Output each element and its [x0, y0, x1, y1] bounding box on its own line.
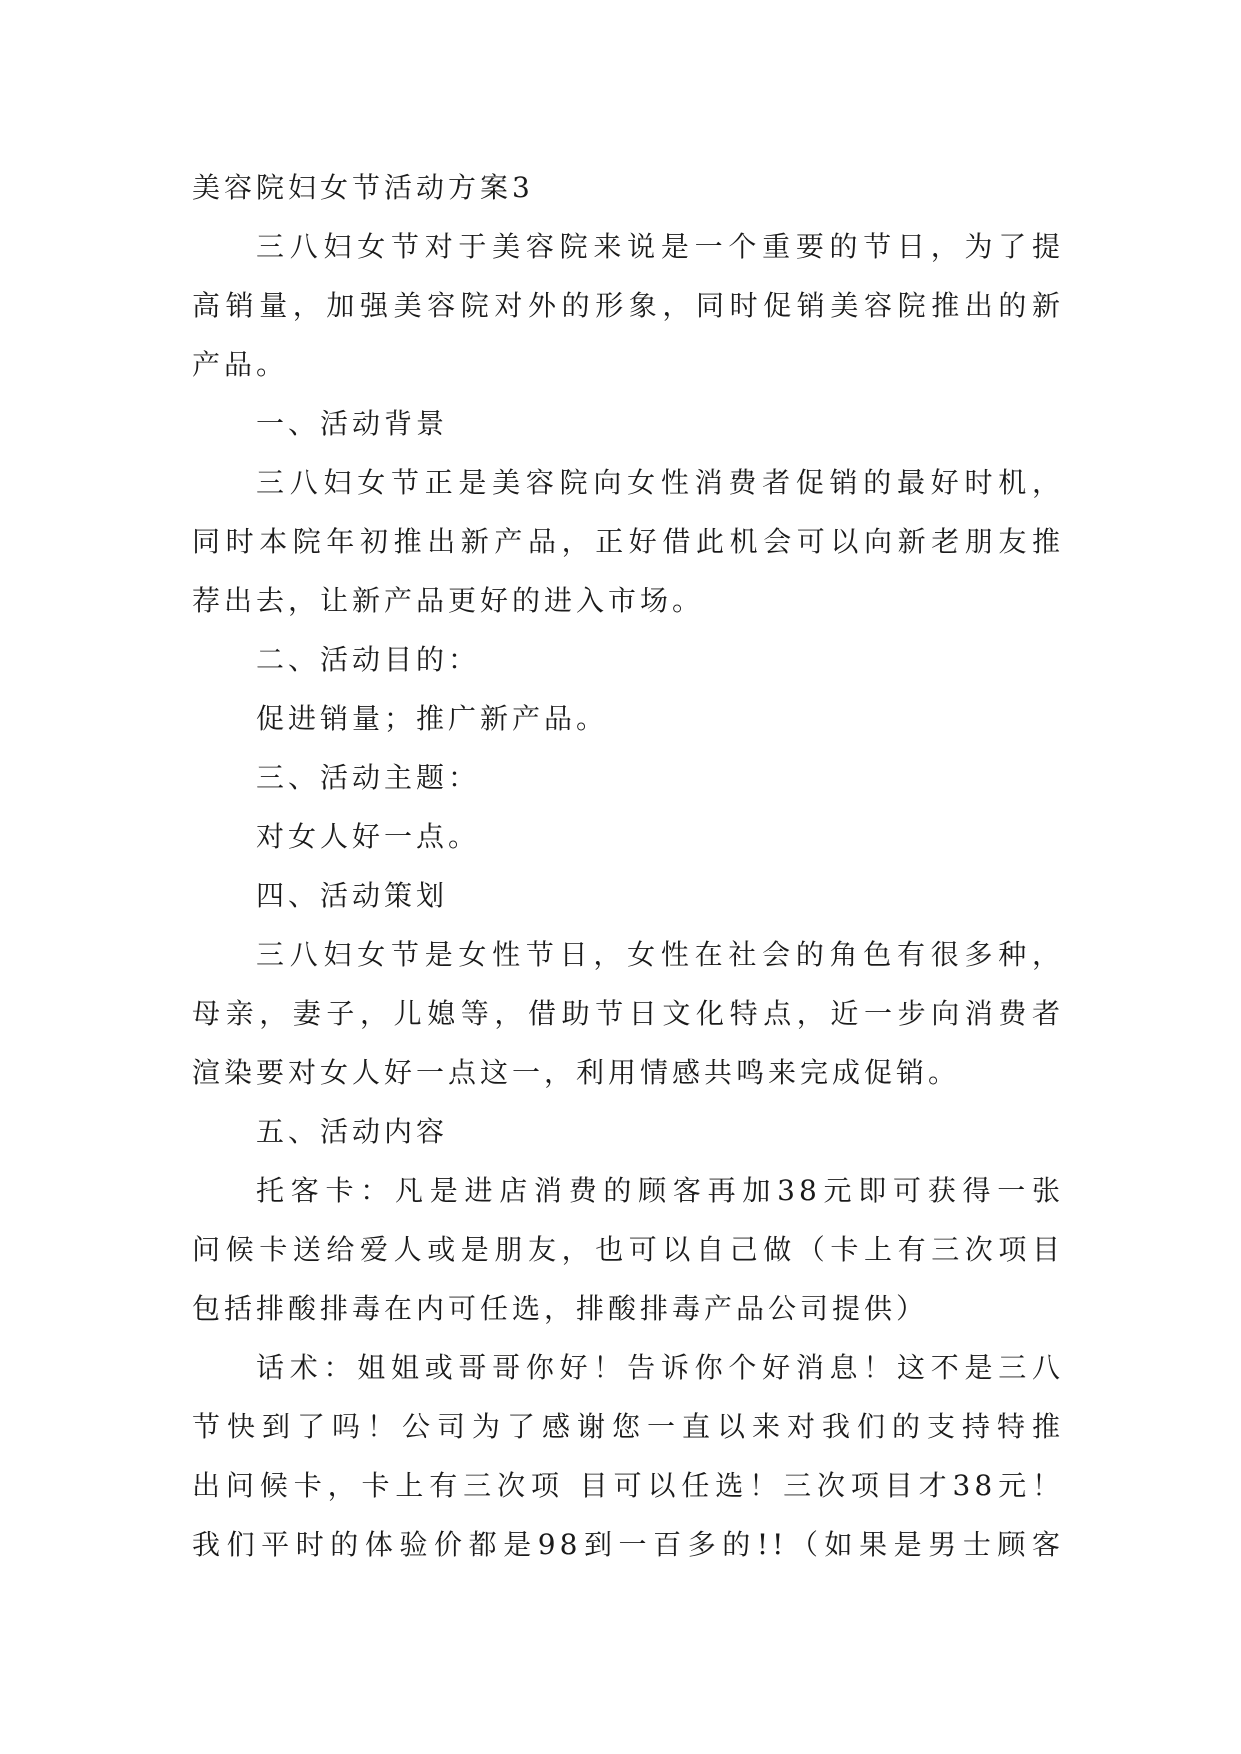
paragraph-line: 对女人好一点。	[256, 820, 481, 853]
paragraph-line: 出问候卡，卡上有三次项 目可以任选！三次项目才38元！	[192, 1469, 1064, 1502]
document-title: 美容院妇女节活动方案3	[192, 171, 534, 204]
paragraph-line: 话术：姐姐或哥哥你好！告诉你个好消息！这不是三八	[256, 1351, 1064, 1384]
paragraph-line: 三八妇女节是女性节日，女性在社会的角色有很多种，	[256, 938, 1064, 971]
paragraph-line: 三八妇女节对于美容院来说是一个重要的节日，为了提	[256, 230, 1064, 263]
paragraph-line: 我们平时的体验价都是98到一百多的!!（如果是男士顾客	[192, 1528, 1064, 1561]
section-heading: 五、活动内容	[256, 1115, 449, 1148]
paragraph-line: 产品。	[192, 348, 289, 381]
paragraph-line: 高销量，加强美容院对外的形象，同时促销美容院推出的新	[192, 289, 1064, 322]
paragraph-line: 渲染要对女人好一点这一，利用情感共鸣来完成促销。	[192, 1056, 961, 1089]
paragraph-line: 同时本院年初推出新产品，正好借此机会可以向新老朋友推	[192, 525, 1064, 558]
document-body	[192, 158, 1064, 1574]
section-heading: 二、活动目的：	[256, 643, 481, 676]
paragraph-line: 节快到了吗！公司为了感谢您一直以来对我们的支持特推	[192, 1410, 1064, 1443]
paragraph-line: 托客卡：凡是进店消费的顾客再加38元即可获得一张	[256, 1174, 1064, 1207]
paragraph-line: 包括排酸排毒在内可任选，排酸排毒产品公司提供）	[192, 1292, 929, 1325]
section-heading: 三、活动主题：	[256, 761, 481, 794]
section-heading: 一、活动背景	[256, 407, 449, 440]
paragraph-line: 三八妇女节正是美容院向女性消费者促销的最好时机，	[256, 466, 1064, 499]
section-heading: 四、活动策划	[256, 879, 449, 912]
paragraph-line: 促进销量；推广新产品。	[256, 702, 609, 735]
paragraph-line: 荐出去，让新产品更好的进入市场。	[192, 584, 705, 617]
paragraph-line: 母亲，妻子，儿媳等，借助节日文化特点，近一步向消费者	[192, 997, 1064, 1030]
paragraph-line: 问候卡送给爱人或是朋友，也可以自己做（卡上有三次项目	[192, 1233, 1064, 1266]
